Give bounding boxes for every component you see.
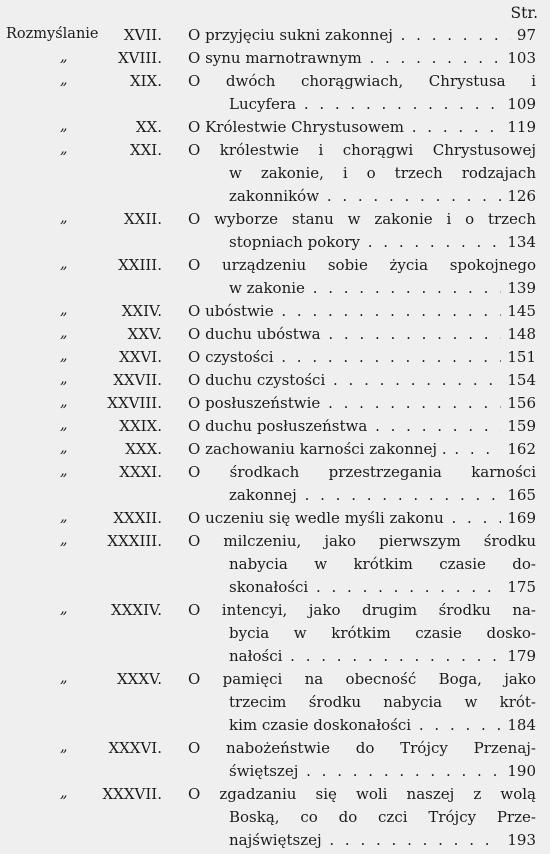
entry-number: XXXVII.	[102, 785, 162, 803]
entry-page-number: 190	[501, 762, 536, 780]
toc-entry	[0, 532, 550, 596]
entry-title-line: O zgadzaniu się woli naszej z wolą	[188, 785, 536, 803]
ditto-mark: „	[60, 785, 68, 801]
entry-title-line: 162 O zachowaniu karności zakonnej . . . .	[188, 440, 536, 463]
toc-entry	[0, 325, 550, 343]
toc-entry	[0, 440, 550, 458]
ditto-mark: „	[60, 417, 68, 433]
entry-number: XXV.	[127, 325, 162, 343]
ditto-mark: „	[60, 141, 68, 157]
ditto-mark: „	[60, 509, 68, 525]
ditto-mark: „	[60, 118, 68, 134]
entry-number: XX.	[135, 118, 162, 136]
entry-page-number: 134	[501, 233, 536, 251]
entry-page-number: 179	[501, 647, 536, 665]
entry-number: XXVII.	[113, 371, 162, 389]
entry-number: XXXIII.	[107, 532, 162, 550]
ditto-mark: „	[60, 670, 68, 686]
ditto-mark: „	[60, 440, 68, 456]
toc-entry	[0, 417, 550, 435]
ditto-mark: „	[60, 532, 68, 548]
entry-page-number: 162	[501, 440, 536, 458]
ditto-mark: „	[60, 394, 68, 410]
entry-title-line: 97 O przyjęciu sukni zakonnej . . .	[188, 26, 536, 49]
entry-title-line: 169 O uczeniu się wedle myśli zakonu . . .	[188, 509, 536, 532]
entry-title-line: O wyborze stanu w zakonie i o trzech	[188, 210, 536, 228]
toc-entry	[0, 601, 550, 665]
entry-page-number: 148	[501, 325, 536, 343]
entry-page-number: 156	[501, 394, 536, 412]
entry-title-line: 175 skonałości . . .	[229, 578, 536, 601]
entry-number: XXI.	[129, 141, 162, 159]
entry-page-number: 103	[501, 49, 536, 67]
entry-page-number: 97	[511, 26, 536, 44]
entry-title-line: 119 O Królestwie Chrystusowem . . .	[188, 118, 536, 141]
entry-number: XXXV.	[116, 670, 162, 688]
entry-title-line: w zakonie, i o trzech rodzajach	[229, 164, 536, 182]
entry-title-line: 126 zakonników . . .	[229, 187, 536, 210]
toc-entry	[0, 72, 550, 113]
entry-title-line: 151 O czystości . . .	[188, 348, 536, 371]
toc-entry	[0, 394, 550, 412]
entry-title-line: 145 O ubóstwie . . .	[188, 302, 536, 325]
toc-entry	[0, 739, 550, 780]
entry-title-line: O dwóch chorągwiach, Chrystusa i	[188, 72, 536, 90]
entry-title-line: Boską, co do czci Trójcy Prze-	[229, 808, 536, 826]
entry-page-number: 184	[501, 716, 536, 734]
entry-title-line: 159 O duchu posłuszeństwa . . .	[188, 417, 536, 440]
ditto-mark: „	[60, 256, 68, 272]
toc-entry	[0, 371, 550, 389]
entry-title-line: O intencyi, jako drugim środku na-	[188, 601, 536, 619]
entry-title-line: nabycia w krótkim czasie do-	[229, 555, 536, 573]
entry-page-number: 139	[501, 279, 536, 297]
entry-number: XXIX.	[119, 417, 162, 435]
entry-page-number: 109	[501, 95, 536, 113]
ditto-mark: „	[60, 601, 68, 617]
toc-entry	[0, 348, 550, 366]
entry-page-number: 175	[501, 578, 536, 596]
entry-number: XXIII.	[118, 256, 162, 274]
entry-number: XXVI.	[119, 348, 162, 366]
ditto-mark: „	[60, 49, 68, 65]
pages-column-header: Str.	[510, 4, 538, 22]
entry-title-line: 179 nałości . . .	[229, 647, 536, 670]
entry-number: XXXI.	[119, 463, 162, 481]
toc-entry	[0, 785, 550, 849]
entry-page-number: 145	[501, 302, 536, 320]
entry-title-line: O milczeniu, jako pierwszym środku	[188, 532, 536, 550]
entry-page-number: 154	[501, 371, 536, 389]
toc-entry	[0, 509, 550, 527]
entry-title-line: O pamięci na obecność Boga, jako	[188, 670, 536, 688]
entry-title-line: O urządzeniu sobie życia spokojnego	[188, 256, 536, 274]
entry-number: XXXVI.	[108, 739, 162, 757]
entry-title-line: 148 O duchu ubóstwa . . .	[188, 325, 536, 348]
entry-number: XXII.	[124, 210, 162, 228]
entry-title-line: O królestwie i chorągwi Chrystusowej	[188, 141, 536, 159]
entry-page-number: 193	[501, 831, 536, 849]
entry-title-line: trzecim środku nabycia w krót-	[229, 693, 536, 711]
toc-entry	[0, 118, 550, 136]
entry-page-number: 119	[501, 118, 536, 136]
entry-title-line: 190 świętszej . . .	[229, 762, 536, 785]
ditto-mark: „	[60, 302, 68, 318]
entry-number: XVII.	[123, 26, 162, 44]
entry-title-line: O środkach przestrzegania karności	[188, 463, 536, 481]
ditto-mark: „	[60, 325, 68, 341]
toc-entry	[0, 210, 550, 251]
entry-title-line: 184 kim czasie doskonałości . . .	[229, 716, 536, 739]
entry-page-number: 169	[501, 509, 536, 527]
entry-number: XXVIII.	[107, 394, 162, 412]
toc-entry	[0, 463, 550, 504]
ditto-mark: „	[60, 371, 68, 387]
toc-entry	[0, 670, 550, 734]
ditto-mark: „	[60, 348, 68, 364]
entry-title-line: bycia w krótkim czasie dosko-	[229, 624, 536, 642]
entry-prefix: Rozmyślanie	[6, 26, 99, 42]
ditto-mark: „	[60, 739, 68, 755]
toc-entry	[0, 26, 550, 44]
entry-title-line: O nabożeństwie do Trójcy Przenaj-	[188, 739, 536, 757]
toc-entry	[0, 256, 550, 297]
entry-title-line: 103 O synu marnotrawnym . . .	[188, 49, 536, 72]
ditto-mark: „	[60, 463, 68, 479]
toc-entry	[0, 49, 550, 67]
entry-title-line: 134 stopniach pokory . . .	[229, 233, 536, 256]
ditto-mark: „	[60, 210, 68, 226]
entry-number: XIX.	[129, 72, 162, 90]
ditto-mark: „	[60, 72, 68, 88]
entry-title-line: 139 w zakonie . . .	[229, 279, 536, 302]
entry-title-line: 109 Lucyfera . . .	[229, 95, 536, 118]
entry-number: XXXIV.	[111, 601, 162, 619]
entry-page-number: 159	[501, 417, 536, 435]
toc-entry	[0, 302, 550, 320]
entry-number: XXIV.	[121, 302, 162, 320]
entry-number: XVIII.	[117, 49, 162, 67]
entry-title-line: 156 O posłuszeństwie . . .	[188, 394, 536, 417]
toc-entry	[0, 141, 550, 205]
entry-title-line: 193 najświętszej . . .	[229, 831, 536, 854]
entry-title-line: 154 O duchu czystości . . .	[188, 371, 536, 394]
entry-page-number: 165	[501, 486, 536, 504]
entry-number: XXXII.	[113, 509, 162, 527]
entry-page-number: 126	[501, 187, 536, 205]
entry-title-line: 165 zakonnej . . .	[229, 486, 536, 509]
entry-number: XXX.	[125, 440, 162, 458]
entry-page-number: 151	[501, 348, 536, 366]
